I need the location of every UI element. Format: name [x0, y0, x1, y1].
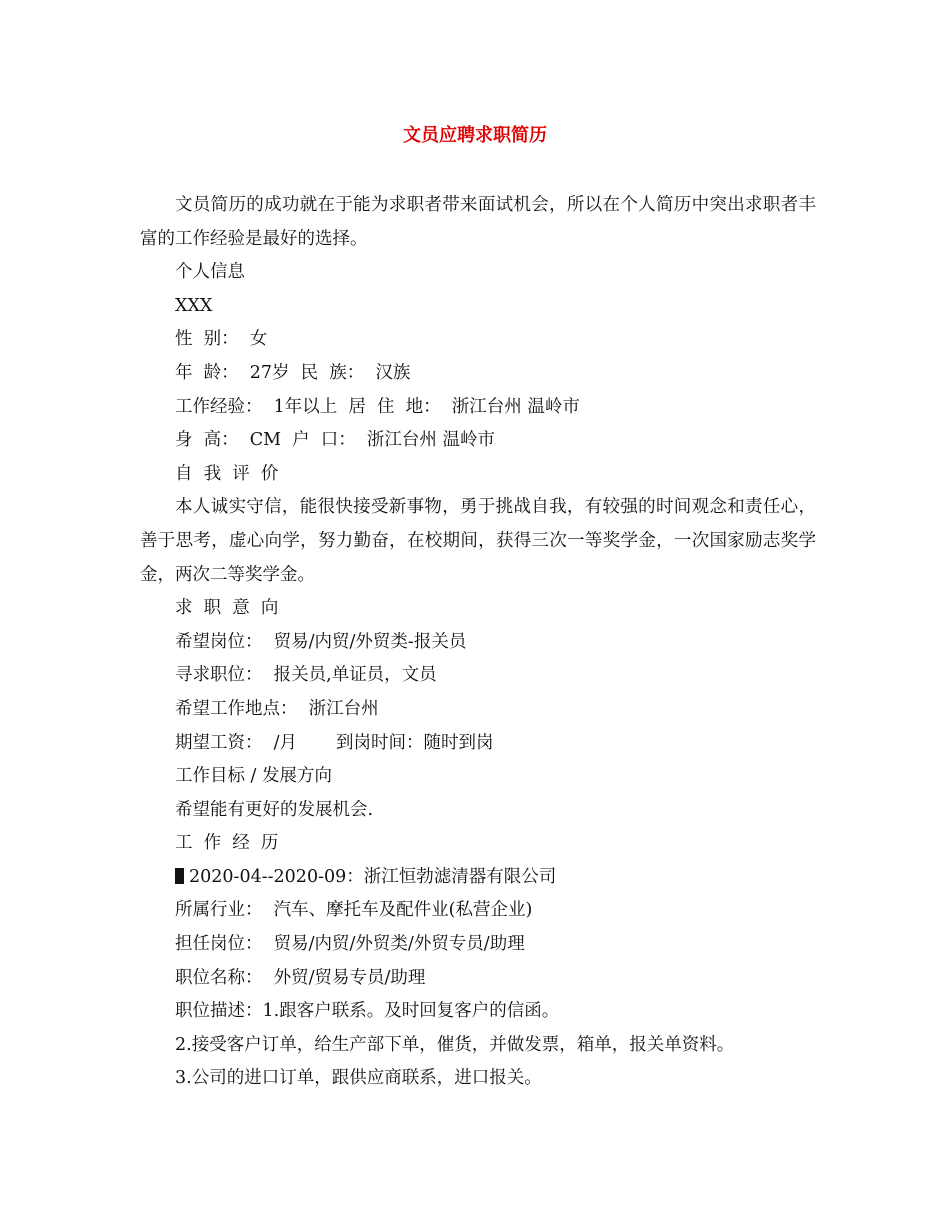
bullet-block-icon — [175, 868, 184, 884]
work-goal-heading: 工作目标 / 发展方向 — [175, 766, 333, 787]
gender-line: 性 别： 女 — [175, 329, 268, 350]
name-value: XXX — [175, 295, 213, 316]
document-title: 文员应聘求职简历 — [403, 125, 547, 146]
job-entry-header — [140, 861, 816, 895]
role-line: 担任岗位： 贸易/内贸/外贸类/外贸专员/助理 — [175, 934, 525, 955]
section-heading-self-evaluation: 自 我 评 价 — [175, 463, 279, 484]
work-goal-text: 希望能有更好的发展机会. — [175, 799, 374, 820]
height-hukou-line: 身 高： CM 户 口： 浙江台州 温岭市 — [175, 430, 495, 451]
job-description-line-3: 3.公司的进口订单，跟供应商联系，进口报关。 — [175, 1068, 542, 1089]
document-body — [140, 189, 816, 1096]
self-evaluation-paragraph: 本人诚实守信，能很快接受新事物，勇于挑战自我，有较强的时间观念和责任心，善于思考，虚心向学，努力勤奋，在校期间，获得三次一等奖学金，一次国家励志奖学金，两次二等奖学金。 — [140, 497, 816, 585]
section-heading-work-history: 工 作 经 历 — [175, 833, 279, 854]
desired-position-line: 希望岗位： 贸易/内贸/外贸类-报关员 — [175, 631, 467, 652]
sought-position-line: 寻求职位： 报关员,单证员，文员 — [175, 665, 437, 686]
intro-paragraph: 文员简历的成功就在于能为求职者带来面试机会，所以在个人简历中突出求职者丰富的工作经验是最好的选择。 — [140, 195, 816, 249]
job-description-line-1: 职位描述：1.跟客户联系。及时回复客户的信函。 — [175, 1001, 560, 1022]
industry-line: 所属行业： 汽车、摩托车及配件业(私营企业) — [175, 900, 533, 921]
age-ethnicity-line: 年 龄： 27岁 民 族： 汉族 — [175, 362, 411, 383]
section-heading-job-intention: 求 职 意 向 — [175, 598, 279, 619]
desired-location-line: 希望工作地点： 浙江台州 — [175, 698, 379, 719]
experience-residence-line: 工作经验： 1年以上 居 住 地： 浙江台州 温岭市 — [175, 396, 580, 417]
section-heading-personal-info: 个人信息 — [175, 262, 245, 283]
job-entry-text: 2020-04--2020-09：浙江恒勃滤清器有限公司 — [189, 866, 557, 887]
job-title-line: 职位名称： 外贸/贸易专员/助理 — [175, 967, 426, 988]
job-description-line-2: 2.接受客户订单，给生产部下单，催货，并做发票，箱单，报关单资料。 — [175, 1034, 735, 1055]
salary-availability-line: 期望工资： /月 到岗时间：随时到岗 — [175, 732, 494, 753]
